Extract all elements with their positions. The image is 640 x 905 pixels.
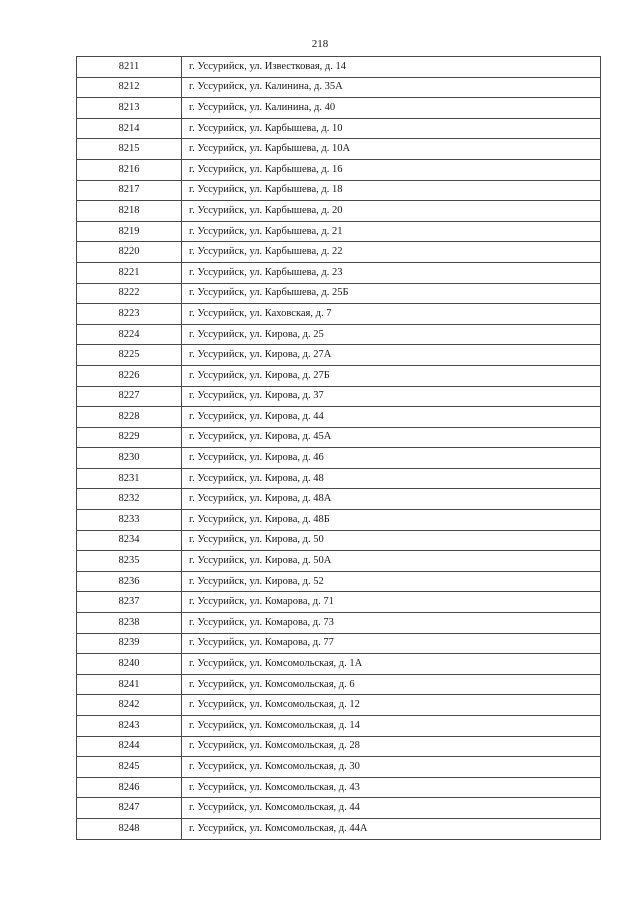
row-number-cell: 8241: [77, 674, 182, 695]
table-row: [77, 98, 601, 119]
address-cell: г. Уссурийск, ул. Кирова, д. 37: [182, 386, 601, 407]
table-row: [77, 365, 601, 386]
row-number-cell: 8233: [77, 510, 182, 531]
row-number-cell: 8231: [77, 468, 182, 489]
table-row: [77, 613, 601, 634]
address-cell: г. Уссурийск, ул. Кирова, д. 48: [182, 468, 601, 489]
row-number-cell: 8230: [77, 448, 182, 469]
table-row: [77, 57, 601, 78]
address-cell: г. Уссурийск, ул. Кирова, д. 52: [182, 571, 601, 592]
table-row: [77, 674, 601, 695]
row-number-cell: 8243: [77, 716, 182, 737]
row-number-cell: 8220: [77, 242, 182, 263]
table-row: [77, 77, 601, 98]
row-number-cell: 8246: [77, 777, 182, 798]
row-number-cell: 8245: [77, 757, 182, 778]
row-number-cell: 8228: [77, 407, 182, 428]
address-cell: г. Уссурийск, ул. Карбышева, д. 22: [182, 242, 601, 263]
table-row: [77, 386, 601, 407]
row-number-cell: 8236: [77, 571, 182, 592]
table-row: [77, 242, 601, 263]
address-cell: г. Уссурийск, ул. Карбышева, д. 16: [182, 159, 601, 180]
table-row: [77, 201, 601, 222]
table-row: [77, 818, 601, 839]
address-cell: г. Уссурийск, ул. Кирова, д. 46: [182, 448, 601, 469]
row-number-cell: 8232: [77, 489, 182, 510]
address-cell: г. Уссурийск, ул. Кирова, д. 27А: [182, 345, 601, 366]
address-cell: г. Уссурийск, ул. Кирова, д. 27Б: [182, 365, 601, 386]
address-cell: г. Уссурийск, ул. Калинина, д. 40: [182, 98, 601, 119]
address-cell: г. Уссурийск, ул. Калинина, д. 35А: [182, 77, 601, 98]
row-number-cell: 8212: [77, 77, 182, 98]
row-number-cell: 8242: [77, 695, 182, 716]
table-row: [77, 654, 601, 675]
table-row: [77, 262, 601, 283]
address-table-body: [77, 57, 601, 840]
row-number-cell: 8238: [77, 613, 182, 634]
address-cell: г. Уссурийск, ул. Комсомольская, д. 43: [182, 777, 601, 798]
table-row: [77, 324, 601, 345]
address-cell: г. Уссурийск, ул. Известковая, д. 14: [182, 57, 601, 78]
address-cell: г. Уссурийск, ул. Комсомольская, д. 30: [182, 757, 601, 778]
table-row: [77, 571, 601, 592]
table-row: [77, 180, 601, 201]
address-cell: г. Уссурийск, ул. Комсомольская, д. 1А: [182, 654, 601, 675]
table-row: [77, 633, 601, 654]
row-number-cell: 8226: [77, 365, 182, 386]
address-table: [76, 56, 601, 840]
row-number-cell: 8225: [77, 345, 182, 366]
table-row: [77, 551, 601, 572]
address-cell: г. Уссурийск, ул. Комсомольская, д. 44: [182, 798, 601, 819]
row-number-cell: 8217: [77, 180, 182, 201]
table-row: [77, 510, 601, 531]
address-cell: г. Уссурийск, ул. Карбышева, д. 20: [182, 201, 601, 222]
row-number-cell: 8247: [77, 798, 182, 819]
address-cell: г. Уссурийск, ул. Кирова, д. 44: [182, 407, 601, 428]
row-number-cell: 8244: [77, 736, 182, 757]
table-row: [77, 283, 601, 304]
address-cell: г. Уссурийск, ул. Кирова, д. 50А: [182, 551, 601, 572]
row-number-cell: 8216: [77, 159, 182, 180]
table-row: [77, 345, 601, 366]
address-cell: г. Уссурийск, ул. Карбышева, д. 10А: [182, 139, 601, 160]
address-cell: г. Уссурийск, ул. Карбышева, д. 21: [182, 221, 601, 242]
row-number-cell: 8214: [77, 118, 182, 139]
row-number-cell: 8224: [77, 324, 182, 345]
page-number: 218: [311, 38, 329, 50]
address-cell: г. Уссурийск, ул. Комарова, д. 73: [182, 613, 601, 634]
table-row: [77, 716, 601, 737]
address-cell: г. Уссурийск, ул. Карбышева, д. 18: [182, 180, 601, 201]
address-cell: г. Уссурийск, ул. Комсомольская, д. 44А: [182, 818, 601, 839]
table-row: [77, 407, 601, 428]
row-number-cell: 8234: [77, 530, 182, 551]
row-number-cell: 8237: [77, 592, 182, 613]
table-row: [77, 159, 601, 180]
table-row: [77, 468, 601, 489]
address-cell: г. Уссурийск, ул. Карбышева, д. 25Б: [182, 283, 601, 304]
row-number-cell: 8227: [77, 386, 182, 407]
table-row: [77, 427, 601, 448]
table-row: [77, 448, 601, 469]
address-cell: г. Уссурийск, ул. Карбышева, д. 10: [182, 118, 601, 139]
address-cell: г. Уссурийск, ул. Комсомольская, д. 14: [182, 716, 601, 737]
table-row: [77, 757, 601, 778]
row-number-cell: 8219: [77, 221, 182, 242]
row-number-cell: 8215: [77, 139, 182, 160]
address-cell: г. Уссурийск, ул. Кирова, д. 48Б: [182, 510, 601, 531]
table-row: [77, 139, 601, 160]
table-row: [77, 304, 601, 325]
table-row: [77, 118, 601, 139]
address-cell: г. Уссурийск, ул. Кирова, д. 50: [182, 530, 601, 551]
table-row: [77, 798, 601, 819]
row-number-cell: 8222: [77, 283, 182, 304]
table-row: [77, 592, 601, 613]
address-cell: г. Уссурийск, ул. Кирова, д. 25: [182, 324, 601, 345]
address-cell: г. Уссурийск, ул. Каховская, д. 7: [182, 304, 601, 325]
row-number-cell: 8211: [77, 57, 182, 78]
address-cell: г. Уссурийск, ул. Карбышева, д. 23: [182, 262, 601, 283]
table-row: [77, 777, 601, 798]
row-number-cell: 8223: [77, 304, 182, 325]
row-number-cell: 8218: [77, 201, 182, 222]
row-number-cell: 8239: [77, 633, 182, 654]
table-row: [77, 489, 601, 510]
row-number-cell: 8235: [77, 551, 182, 572]
address-cell: г. Уссурийск, ул. Кирова, д. 48А: [182, 489, 601, 510]
table-row: [77, 530, 601, 551]
table-row: [77, 736, 601, 757]
row-number-cell: 8221: [77, 262, 182, 283]
address-cell: г. Уссурийск, ул. Комарова, д. 77: [182, 633, 601, 654]
address-cell: г. Уссурийск, ул. Комсомольская, д. 6: [182, 674, 601, 695]
row-number-cell: 8248: [77, 818, 182, 839]
table-row: [77, 695, 601, 716]
address-cell: г. Уссурийск, ул. Комсомольская, д. 12: [182, 695, 601, 716]
address-cell: г. Уссурийск, ул. Кирова, д. 45А: [182, 427, 601, 448]
row-number-cell: 8213: [77, 98, 182, 119]
table-row: [77, 221, 601, 242]
row-number-cell: 8229: [77, 427, 182, 448]
address-cell: г. Уссурийск, ул. Комсомольская, д. 28: [182, 736, 601, 757]
row-number-cell: 8240: [77, 654, 182, 675]
address-cell: г. Уссурийск, ул. Комарова, д. 71: [182, 592, 601, 613]
